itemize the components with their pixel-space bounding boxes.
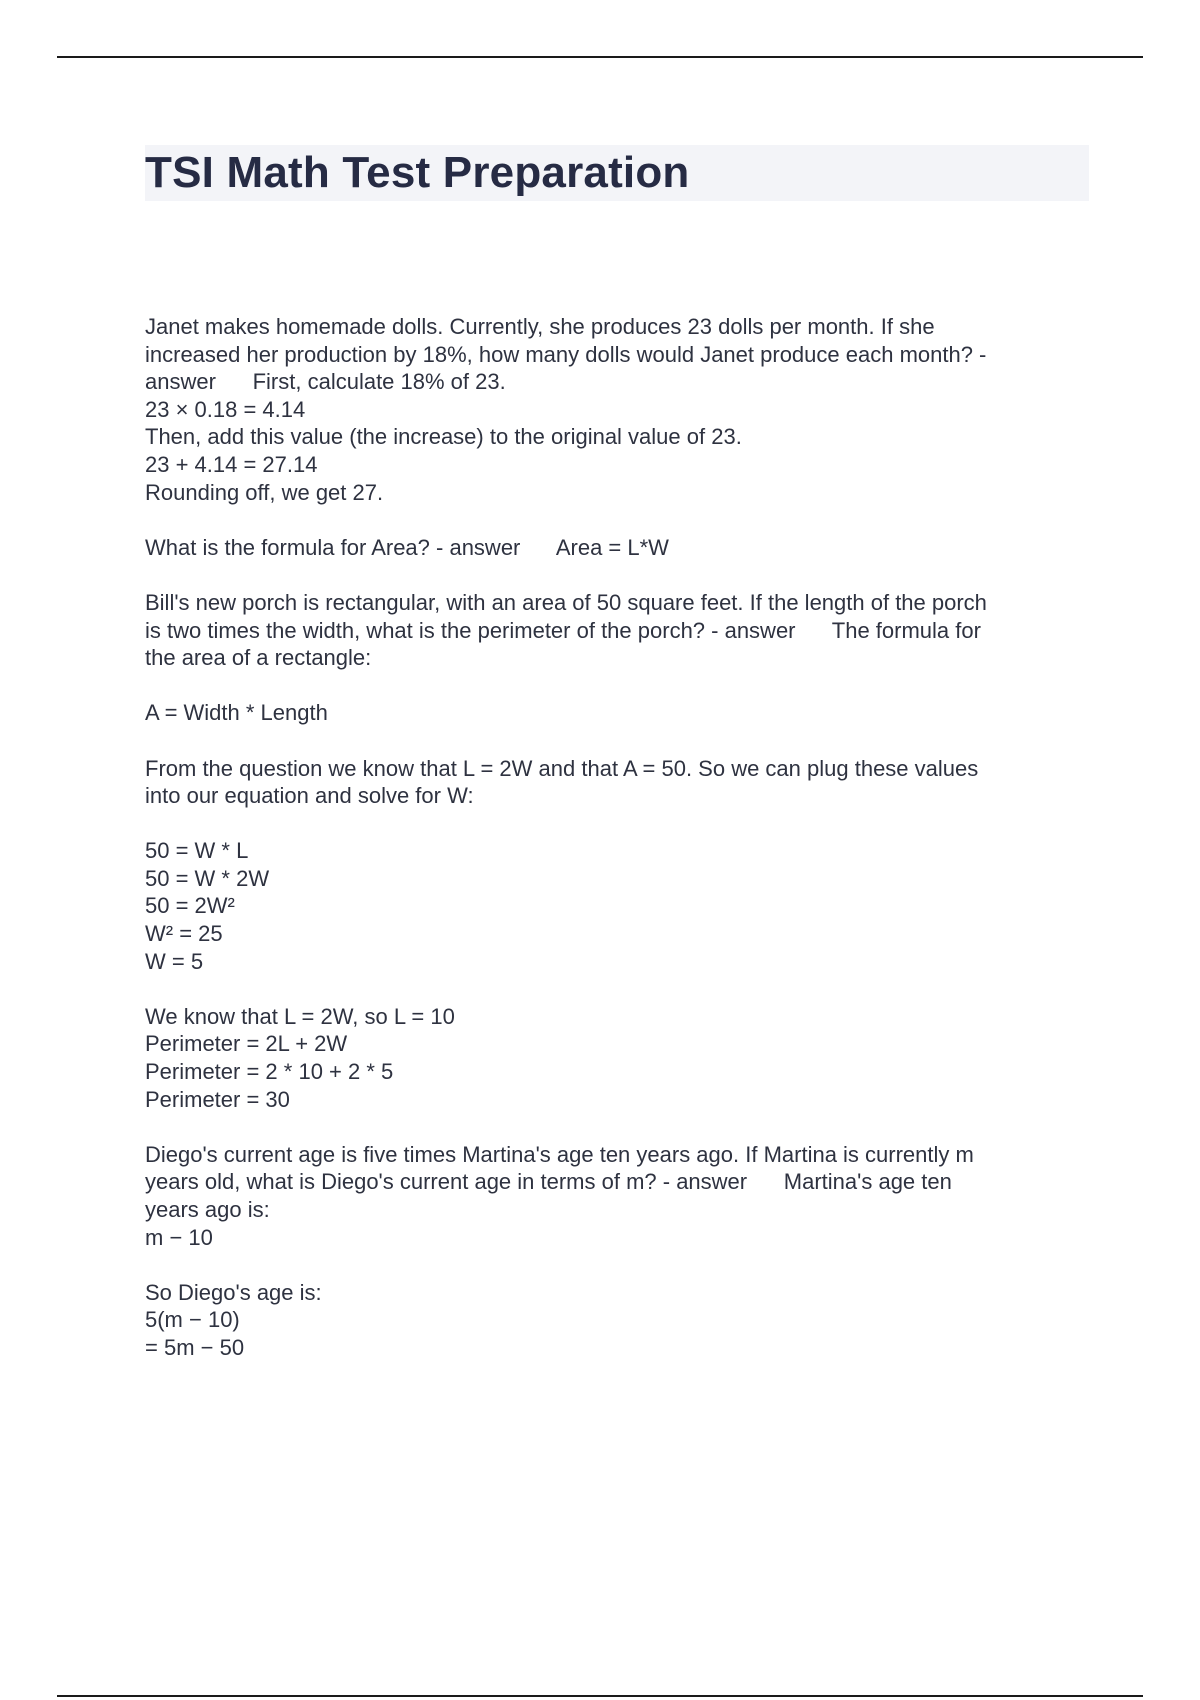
text-line: Perimeter = 30 (145, 1086, 290, 1112)
text-line: W = 5 (145, 948, 204, 974)
text-line: Bill's new porch is rectangular, with an area of 50 square feet. If the length of the porch (145, 589, 987, 615)
text-line: W² = 25 (145, 921, 223, 947)
text-line: the area of a rectangle: (145, 645, 372, 671)
page-title: TSI Math Test Preparation (145, 148, 690, 197)
text-line: m − 10 (145, 1224, 213, 1250)
text-line: From the question we know that L = 2W and that A = 50. So we can plug these values (145, 755, 979, 781)
text-block (145, 755, 1075, 810)
text-block (145, 699, 1075, 727)
text-block (145, 1003, 1075, 1113)
text-line: We know that L = 2W, so L = 10 (145, 1003, 455, 1029)
text-line: years ago is: (145, 1197, 270, 1222)
text-block (145, 534, 1075, 562)
text-line: Diego's current age is five times Martina's age ten years ago. If Martina is currently m (145, 1141, 974, 1167)
text-block (145, 837, 1075, 975)
text-line: 5(m − 10) (145, 1307, 240, 1333)
text-line: = 5m − 50 (145, 1334, 245, 1360)
text-line: Rounding off, we get 27. (145, 479, 384, 505)
document-body (145, 313, 1075, 1389)
text-line: 23 + 4.14 = 27.14 (145, 451, 318, 477)
text-line: 23 × 0.18 = 4.14 (145, 396, 306, 422)
text-line: A = Width * Length (145, 700, 328, 726)
text-line: Perimeter = 2 * 10 + 2 * 5 (145, 1059, 394, 1085)
text-block (145, 589, 1075, 672)
text-line: into our equation and solve for W: (145, 783, 474, 809)
text-line: 50 = 2W² (145, 893, 235, 919)
bottom-rule (57, 1695, 1143, 1697)
text-line: Then, add this value (the increase) to the original value of 23. (145, 424, 742, 450)
text-line: Perimeter = 2L + 2W (145, 1031, 348, 1057)
text-line: answer First, calculate 18% of 23. (145, 369, 506, 395)
text-line: is two times the width, what is the perimeter of the porch? - answer The formula for (145, 617, 981, 643)
text-line: So Diego's age is: (145, 1279, 322, 1305)
text-line: Janet makes homemade dolls. Currently, she produces 23 dolls per month. If she (145, 314, 935, 339)
text-block (145, 1141, 1075, 1251)
text-line: years old, what is Diego's current age in terms of m? - answer Martina's age ten (145, 1169, 952, 1195)
text-block (145, 313, 1075, 506)
top-rule (57, 56, 1143, 58)
text-line: 50 = W * L (145, 838, 249, 864)
text-line: 50 = W * 2W (145, 865, 270, 891)
text-line: What is the formula for Area? - answer Area = L*W (145, 534, 669, 560)
text-line: increased her production by 18%, how many dolls would Janet produce each month? - (145, 341, 987, 367)
text-block (145, 1279, 1075, 1362)
